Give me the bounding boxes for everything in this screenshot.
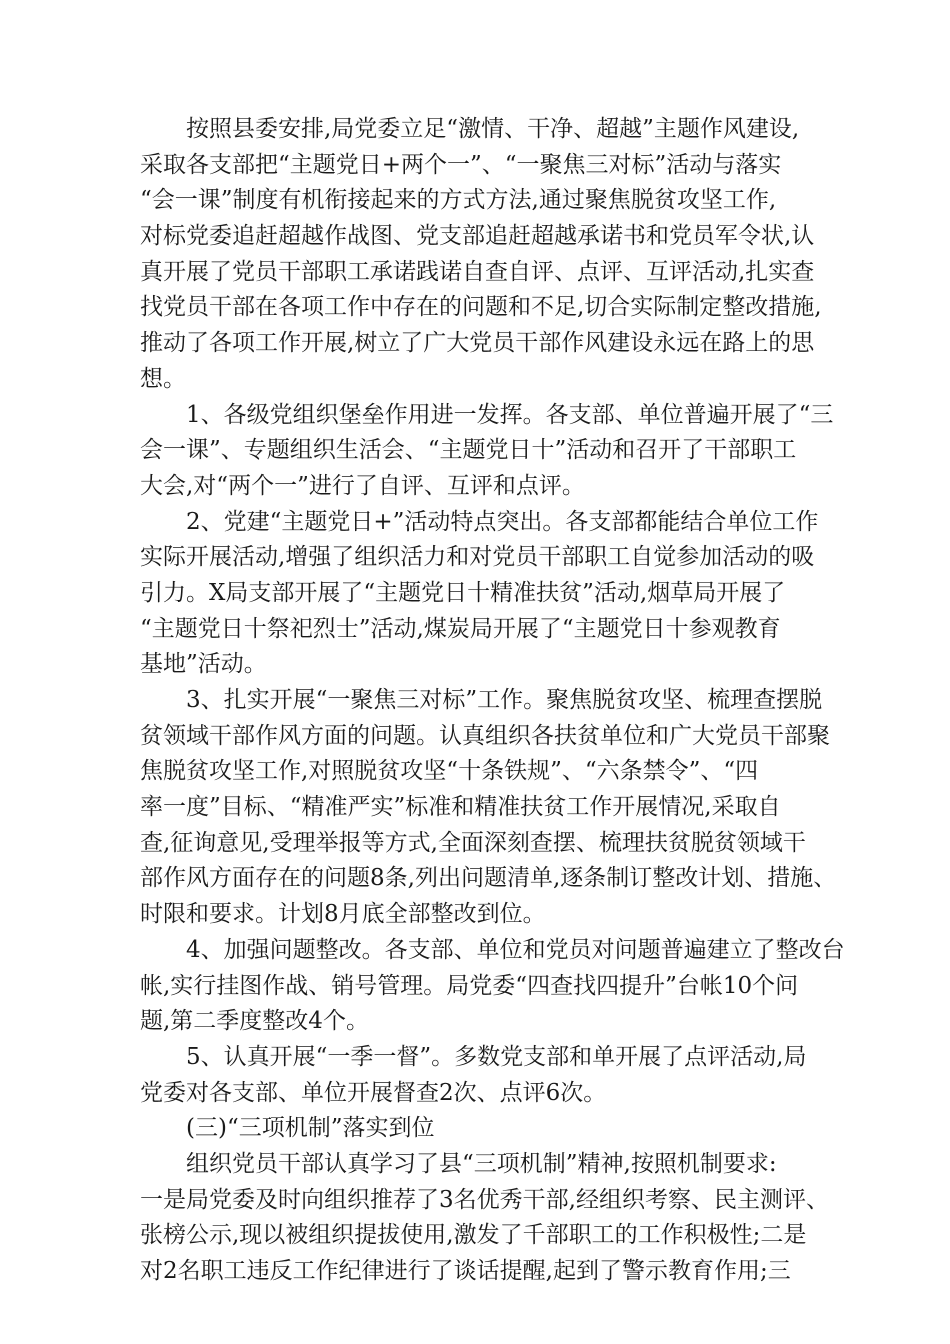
text-line: 会一课”、专题组织生活会、“主题党日十”活动和召开了干部职工 [140, 437, 797, 464]
text-line: 大会,对“两个一”进行了自评、互评和点评。 [140, 472, 585, 499]
text-line: 采取各支部把“主题党日+两个一”、“一聚焦三对标”活动与落实 [140, 151, 782, 178]
text-line: 部作风方面存在的问题8条,列出问题清单,逐条制订整改计划、措施、 [140, 865, 837, 892]
text-line: 推动了各项工作开展,树立了广大党员干部作风建设永远在路上的思 [140, 330, 815, 357]
text-line: 基地”活动。 [140, 651, 267, 678]
text-line: 题,第二季度整改4个。 [140, 1008, 369, 1035]
text-line: (三)“三项机制”落实到位 [186, 1115, 435, 1142]
text-line: 查,征询意见,受理举报等方式,全面深刻查摆、梳理扶贫脱贫领域干 [140, 829, 806, 856]
text-line: 4、加强问题整改。各支部、单位和党员对问题普遍建立了整改台 [186, 936, 845, 963]
text-line: 2、党建“主题党日+”活动特点突出。各支部都能结合单位工作 [186, 508, 819, 535]
text-line: 时限和要求。计划8月底全部整改到位。 [140, 901, 546, 928]
text-line: 3、扎实开展“一聚焦三对标”工作。聚焦脱贫攻坚、梳理查摆脱 [186, 687, 823, 713]
text-line: “会一课”制度有机衔接起来的方式方法,通过聚焦脱贫攻坚工作, [140, 187, 777, 214]
text-line: “主题党日十祭祀烈士”活动,煤炭局开展了“主题党日十参观教育 [140, 615, 781, 642]
text-line: 帐,实行挂图作战、销号管理。局党委“四查找四提升”台帐10个问 [140, 972, 799, 999]
document-body [140, 112, 845, 1290]
text-line: 对2名职工违反工作纪律进行了谈话提醒,起到了警示教育作用;三 [140, 1258, 791, 1284]
text-line: 真开展了党员干部职工承诺践诺自查自评、点评、互评活动,扎实查 [140, 258, 815, 285]
text-line: 党委对各支部、单位开展督查2次、点评6次。 [140, 1079, 607, 1106]
text-line: 对标党委追赶超越作战图、党支部追赶超越承诺书和党员军令状,认 [140, 223, 815, 250]
text-line: 贫领域干部作风方面的问题。认真组织各扶贫单位和广大党员干部聚 [140, 722, 830, 749]
text-line: 组织党员干部认真学习了县“三项机制”精神,按照机制要求: [186, 1150, 777, 1177]
text-line: 焦脱贫攻坚工作,对照脱贫攻坚“十条铁规”、“六条禁令”、“四 [140, 758, 759, 785]
text-line: 按照县委安排,局党委立足“激情、干净、超越”主题作风建设, [186, 116, 800, 142]
text-line: 1、各级党组织堡垒作用进一发挥。各支部、单位普遍开展了“三 [186, 401, 834, 428]
text-line: 一是局党委及时向组织推荐了3名优秀干部,经组织考察、民主测评、 [140, 1186, 829, 1213]
text-line: 实际开展活动,增强了组织活力和对党员干部职工自觉参加活动的吸 [140, 544, 815, 571]
text-line: 率一度”目标、“精准严实”标准和精准扶贫工作开展情况,采取自 [140, 794, 781, 821]
text-line: 张榜公示,现以被组织提拔使用,激发了千部职工的工作积极性;二是 [140, 1222, 807, 1249]
text-line: 想。 [140, 365, 186, 392]
text-line: 引力。X局支部开展了“主题党日十精准扶贫”活动,烟草局开展了 [140, 579, 786, 606]
text-line: 5、认真开展“一季一督”。多数党支部和单开展了点评活动,局 [186, 1043, 807, 1070]
text-line: 找党员干部在各项工作中存在的问题和不足,切合实际制定整改措施, [140, 294, 822, 321]
